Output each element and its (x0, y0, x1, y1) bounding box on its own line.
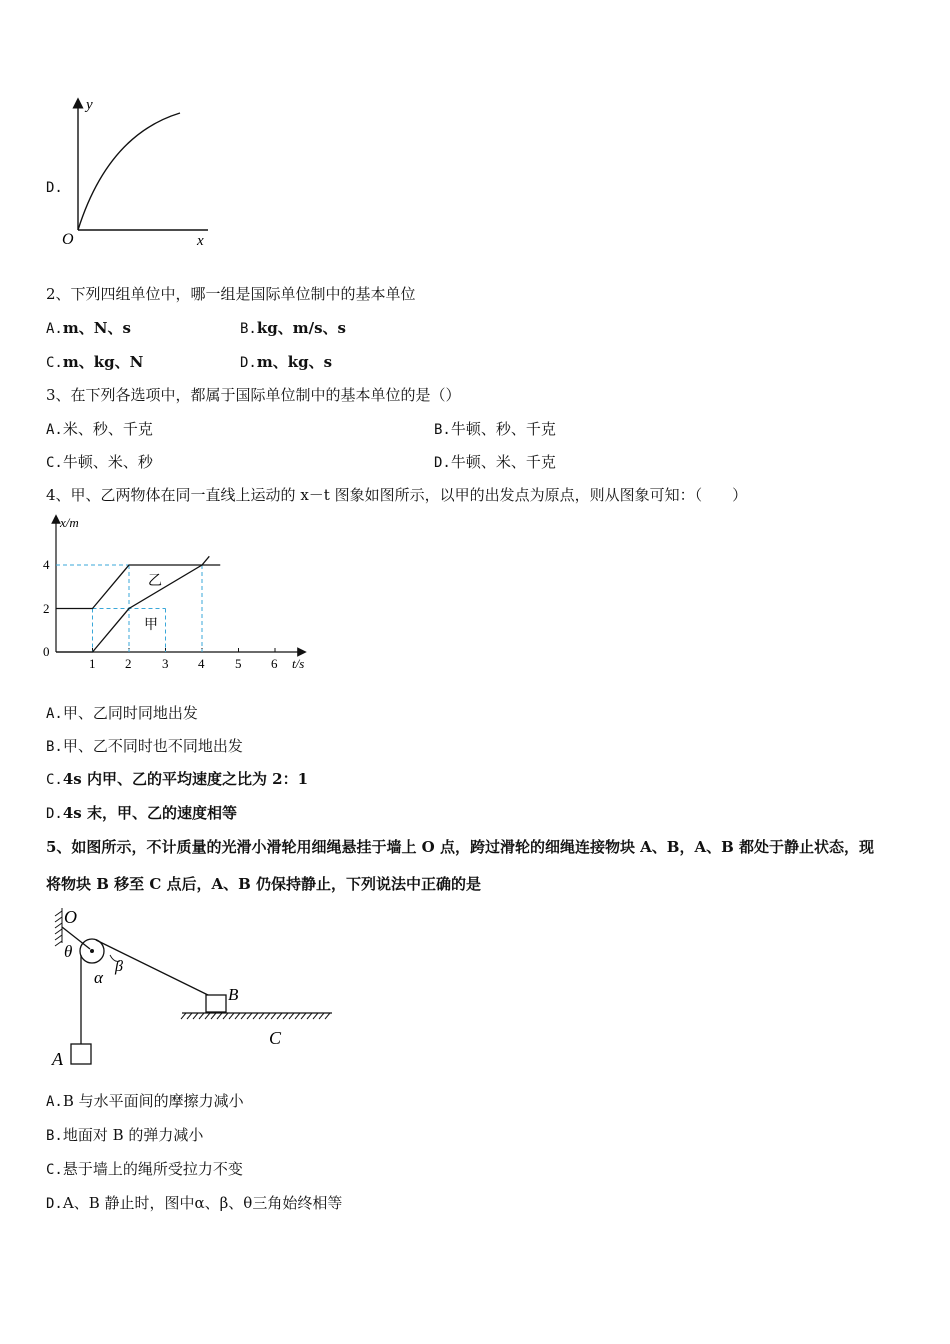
q2-option-b[interactable]: B.kg、m/s、s (240, 319, 346, 337)
q1-origin-label: O (62, 231, 74, 248)
q5-label-theta: θ (64, 942, 73, 961)
q5-hatch-line (223, 1013, 228, 1019)
q5-label-c: C (269, 1028, 282, 1048)
q5-hatch-line (259, 1013, 264, 1019)
q4-option-d[interactable]: D.4s 末，甲、乙的速度相等 (46, 804, 237, 822)
q1-option-d-label: D. (46, 180, 63, 196)
q4-x-tick-3: 3 (162, 656, 169, 671)
q5-stem-line1: 5、如图所示，不计质量的光滑小滑轮用细绳悬挂于墙上 O 点，跨过滑轮的细绳连接物块 A、B，A、B 都处于静止状态，现 (46, 838, 875, 856)
q4-x-tick-5: 5 (235, 656, 242, 671)
q5-hatch-line (241, 1013, 246, 1019)
q4-x-tick-4: 4 (198, 656, 205, 671)
q4-y-axis-label: x/m (60, 515, 79, 530)
q4-xt-graph (40, 513, 330, 678)
q4-y-tick-0: 0 (43, 644, 50, 659)
q4-x-tick-2: 2 (125, 656, 132, 671)
q5-hatch-line (211, 1013, 216, 1019)
q4-option-b[interactable]: B.甲、乙不同时也不同地出发 (46, 737, 243, 755)
q5-block-b (206, 995, 226, 1012)
q5-stem-line2: 将物块 B 移至 C 点后，A、B 仍保持静止，下列说法中正确的是 (46, 875, 482, 893)
q4-x-tick-1: 1 (89, 656, 96, 671)
q5-option-a[interactable]: A.B 与水平面间的摩擦力减小 (46, 1092, 244, 1110)
q5-hatch-line (283, 1013, 288, 1019)
q5-wall (55, 908, 62, 946)
q5-pulley-center (90, 949, 94, 953)
q5-hatch-line (229, 1013, 234, 1019)
q4-label-yi: 乙 (148, 574, 162, 589)
q5-hatch-line (289, 1013, 294, 1019)
q5-rope-to-b (96, 940, 210, 996)
q1-option-d-graph (58, 95, 218, 255)
q5-hatch-line (265, 1013, 270, 1019)
q3-option-a[interactable]: A.米、秒、千克 (46, 420, 153, 438)
q2-stem: 2、下列四组单位中，哪一组是国际单位制中的基本单位 (46, 285, 416, 303)
q3-stem: 3、在下列各选项中，都属于国际单位制中的基本单位的是（） (46, 386, 461, 404)
q5-hatch-line (235, 1013, 240, 1019)
q1-y-label: y (86, 97, 93, 113)
q5-label-alpha: α (94, 968, 103, 987)
q4-y-tick-4: 4 (43, 557, 50, 572)
q5-hatch-line (319, 1013, 324, 1019)
q4-y-tick-2: 2 (43, 601, 50, 616)
q5-hatch-line (187, 1013, 192, 1019)
q5-label-beta: β (115, 958, 123, 975)
q4-series-line-jia (56, 556, 209, 652)
q3-option-b[interactable]: B.牛顿、秒、千克 (434, 420, 556, 438)
q5-hatch-line (271, 1013, 276, 1019)
q2-option-c[interactable]: C.m、kg、N (46, 353, 144, 371)
q2-option-a[interactable]: A.m、N、s (46, 319, 131, 337)
q5-hatch-line (301, 1013, 306, 1019)
q5-option-b[interactable]: B.地面对 B 的弹力减小 (46, 1126, 204, 1144)
q5-hatch-line (181, 1013, 186, 1019)
q3-option-d[interactable]: D.牛顿、米、千克 (434, 453, 556, 471)
q4-stem: 4、甲、乙两物体在同一直线上运动的 x－t 图象如图所示，以甲的出发点为原点，则从图象可知：（ ） (46, 486, 748, 504)
q5-ground-hatch (181, 1013, 330, 1019)
q2-option-d[interactable]: D.m、kg、s (240, 353, 333, 371)
q5-label-o: O (64, 907, 77, 927)
q5-label-a: A (52, 1049, 63, 1069)
q5-label-b: B (228, 985, 239, 1004)
q1-curve (78, 113, 180, 230)
q5-pulley-figure (48, 903, 348, 1073)
q5-option-d[interactable]: D.A、B 静止时，图中α、β、θ三角始终相等 (46, 1194, 343, 1212)
q5-block-a (71, 1044, 91, 1064)
q4-option-c[interactable]: C.4s 内甲、乙的平均速度之比为 2：1 (46, 770, 309, 788)
q5-hatch-line (253, 1013, 258, 1019)
q5-hatch-line (199, 1013, 204, 1019)
q3-option-c[interactable]: C.牛顿、米、秒 (46, 453, 153, 471)
q4-series-group (56, 556, 220, 652)
q5-hatch-line (193, 1013, 198, 1019)
q5-option-c[interactable]: C.悬于墙上的绳所受拉力不变 (46, 1160, 243, 1178)
q5-hatch-line (277, 1013, 282, 1019)
q5-hatch-line (313, 1013, 318, 1019)
q1-x-label: x (197, 233, 204, 249)
q5-hatch-line (217, 1013, 222, 1019)
q4-label-jia: 甲 (144, 618, 158, 633)
q4-x-axis-label: t/s (292, 656, 305, 671)
q5-hatch-line (205, 1013, 210, 1019)
q4-option-a[interactable]: A.甲、乙同时同地出发 (46, 704, 198, 722)
q4-x-tick-6: 6 (271, 656, 278, 671)
q5-hatch-line (325, 1013, 330, 1019)
q5-hatch-line (295, 1013, 300, 1019)
q5-hatch-line (307, 1013, 312, 1019)
q4-series-line-yi (56, 565, 220, 609)
q5-hatch-line (247, 1013, 252, 1019)
